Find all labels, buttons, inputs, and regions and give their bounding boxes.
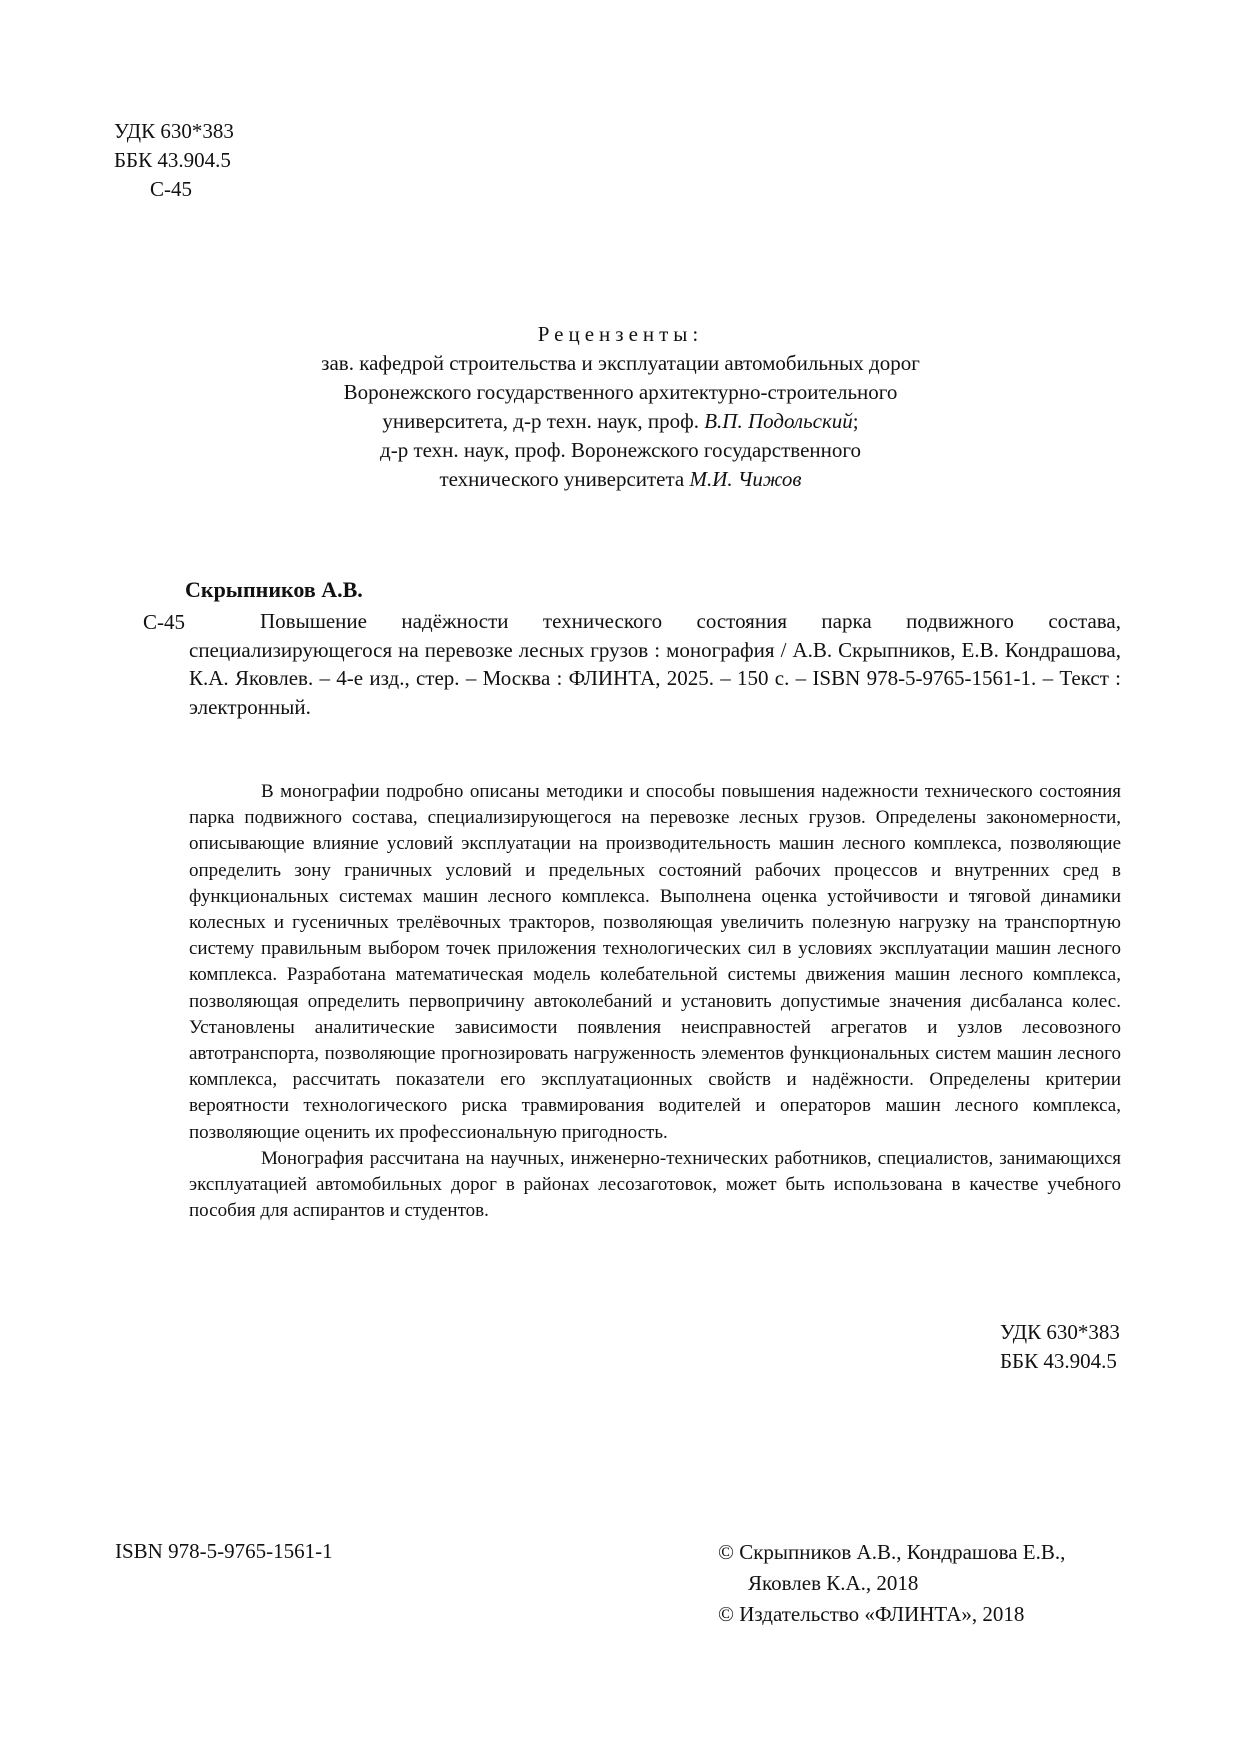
bbk-code: ББК 43.904.5 xyxy=(114,148,231,172)
reviewers-heading: Рецензенты: xyxy=(537,322,704,346)
bib-code: С-45 xyxy=(143,610,185,634)
copyright-block xyxy=(718,1537,1065,1630)
reviewer-line-5-prefix: технического университета xyxy=(439,467,690,491)
reviewer-name-1: В.П. Подольский xyxy=(704,409,853,433)
classification-codes-bottom xyxy=(1000,1318,1120,1376)
annotation xyxy=(189,779,1121,1224)
reviewers-block xyxy=(0,320,1241,494)
udk-code-bottom: УДК 630*383 xyxy=(1000,1320,1120,1344)
reviewer-line-1: зав. кафедрой строительства и эксплуатации автомобильных дорог xyxy=(321,351,920,375)
annotation-paragraph-1: В монографии подробно описаны методики и способы повышения надежности технического состояния парка подвижного состава, специализирующегося на перевозке лесных грузов. Определены закономерности, описывающие влияние условий эксплуатации на производительность машин лесного комплекса, позволяющие определить зону граничных условий и предельных состояний рабочих процессов и внутренних сред в функциональных системах машин лесного комплекса. Выполнена оценка устойчивости и тяговой динамики колесных и гусеничных трелёвочных тракторов, позволяющая увеличить полезную нагрузку на транспортную систему правильным выбором точек приложения технологических сил в условиях эксплуатации машин лесного комплекса. Разработана математическая модель колебательной системы движения машин лесного комплекса, позволяющая определить первопричину автоколебаний и установить допустимые значения дисбаланса колес. Установлены аналитические зависимости появления неисправностей агрегатов и узлов лесовозного автотранспорта, позволяющие прогнозировать нагруженность элементов функциональных систем машин лесного комплекса, рассчитать показатели его эксплуатационных свойств и надёжности. Определены критерии вероятности технологического риска травмирования водителей и операторов машин лесного комплекса, позволяющие оценить их профессиональную пригодность. xyxy=(189,781,1121,1143)
reviewer-name-2: М.И. Чижов xyxy=(689,467,802,491)
bib-description xyxy=(189,607,1121,722)
classification-codes-top xyxy=(114,117,234,204)
reviewer-line-3-suffix: ; xyxy=(852,409,859,433)
reviewer-line-3-prefix: университета, д-р техн. наук, проф. xyxy=(382,409,705,433)
annotation-paragraph-2: Монография рассчитана на научных, инженерно-технических работников, специалистов, занимающихся эксплуатацией автомобильных дорог в районах лесозаготовок, может быть использована в качестве учебного пособия для аспирантов и студентов. xyxy=(189,1147,1121,1222)
bib-description-text: Повышение надёжности технического состояния парка подвижного состава, специализирующегося на перевозке лесных грузов : монография / А.В. Скрыпников, Е.В. Кондрашова, К.А. Яковлев. – 4-е изд., стер. – Москва : ФЛИНТА, 2025. – 150 с. – ISBN 978-5-9765-1561-1. – Текст : электронный. xyxy=(189,609,1121,720)
author-sign: С-45 xyxy=(150,177,192,201)
bib-author: Скрыпников А.В. xyxy=(185,577,363,602)
udk-code: УДК 630*383 xyxy=(114,119,234,143)
copyright-authors-cont: Яковлев К.А., 2018 xyxy=(748,1571,919,1595)
copyright-authors: © Скрыпников А.В., Кондрашова Е.В., xyxy=(718,1540,1066,1564)
bbk-code-bottom: ББК 43.904.5 xyxy=(1000,1349,1117,1373)
copyright-publisher: © Издательство «ФЛИНТА», 2018 xyxy=(718,1602,1025,1626)
isbn: ISBN 978-5-9765-1561-1 xyxy=(115,1539,333,1563)
reviewer-line-2: Воронежского государственного архитектурно-строительного xyxy=(343,380,898,404)
reviewer-line-5 xyxy=(0,465,1241,494)
reviewer-line-3 xyxy=(0,407,1241,436)
reviewer-line-4: д-р техн. наук, проф. Воронежского государственного xyxy=(380,438,861,462)
